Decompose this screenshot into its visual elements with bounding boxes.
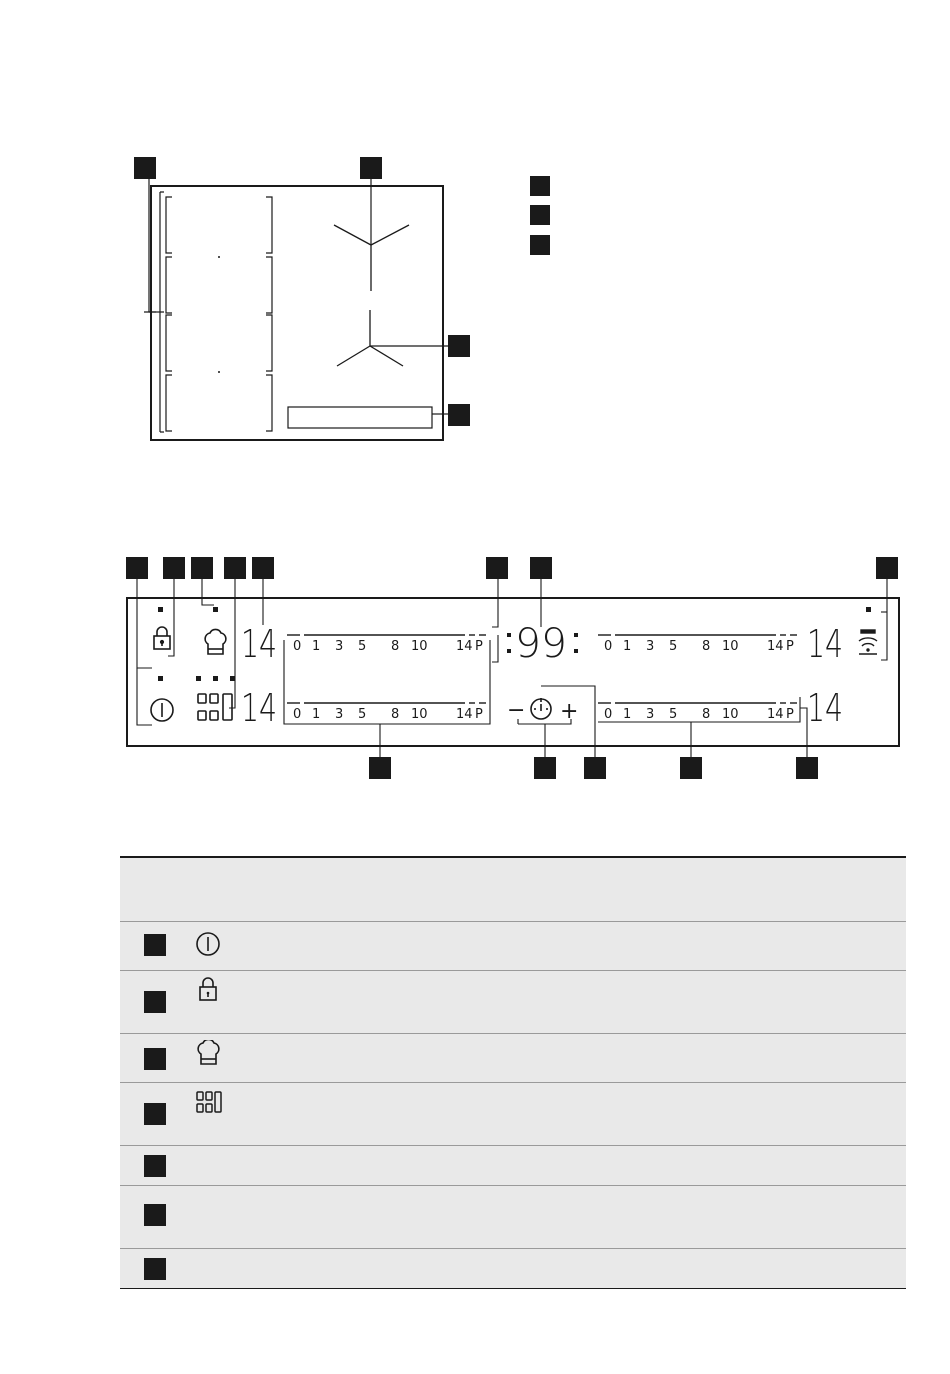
power-level-label: 8 [391, 639, 400, 654]
flexi-zones [166, 197, 272, 431]
power-level-label: 5 [358, 707, 367, 722]
marker-3 [448, 335, 470, 357]
power-level-label: 8 [391, 707, 400, 722]
chef-hat-icon[interactable] [205, 629, 226, 654]
zone-display-lower-right: 14 [807, 686, 843, 730]
power-level-label: 14 [456, 639, 473, 654]
row-marker [144, 1103, 166, 1125]
legend-marker-3 [530, 235, 550, 255]
control-panel-area [288, 407, 432, 428]
lock-icon[interactable] [154, 627, 170, 649]
timer-icon[interactable] [531, 698, 551, 719]
table-row [120, 971, 906, 1034]
power-level-label: 0 [604, 707, 613, 722]
row-marker [144, 991, 166, 1013]
zone-display-upper-right: 14 [807, 622, 843, 666]
power-level-label: 3 [646, 639, 655, 654]
table-row [120, 1034, 906, 1083]
power-level-label: P [786, 707, 794, 722]
legend-marker-2 [530, 205, 550, 225]
zone-display-upper-left: 14 [241, 622, 277, 666]
chef-hat-icon [194, 1040, 222, 1068]
power-level-label: 5 [669, 707, 678, 722]
power-level-label: P [786, 639, 794, 654]
timer-value: 99 [515, 621, 567, 667]
power-level-label: 10 [411, 707, 428, 722]
slider-lower-right[interactable] [598, 703, 797, 722]
slider-upper-right[interactable] [598, 635, 797, 654]
plus-button[interactable]: + [560, 699, 579, 724]
minus-button[interactable]: − [507, 698, 526, 723]
table-row [120, 1186, 906, 1249]
symbol-table [120, 856, 906, 1289]
power-icon[interactable] [151, 699, 173, 721]
cooking-zone-lower [337, 310, 403, 366]
power-level-label: 5 [358, 639, 367, 654]
control-panel [0, 560, 950, 780]
power-level-label: 1 [312, 707, 321, 722]
timer-display [507, 621, 578, 667]
hob-frame [151, 186, 443, 440]
power-level-label: 1 [623, 639, 632, 654]
legend-marker-1 [530, 176, 550, 196]
power-level-label: 0 [293, 707, 302, 722]
power-level-label: 0 [604, 639, 613, 654]
lock-icon [194, 977, 222, 1005]
power-level-label: 3 [335, 639, 344, 654]
marker-2 [360, 157, 382, 179]
table-row [120, 1146, 906, 1186]
power-level-label: 8 [702, 707, 711, 722]
table-header [120, 858, 906, 922]
zone-display-lower-left: 14 [241, 686, 277, 730]
power-level-label: 1 [623, 707, 632, 722]
power-level-label: 0 [293, 639, 302, 654]
power-icon [194, 930, 222, 958]
slider-upper-left[interactable] [287, 635, 486, 654]
row-marker [144, 1258, 166, 1280]
table-row [120, 1249, 906, 1289]
marker-4 [448, 404, 470, 426]
power-level-label: 3 [646, 707, 655, 722]
power-level-label: 14 [456, 707, 473, 722]
power-level-label: 10 [722, 707, 739, 722]
power-level-label: 14 [767, 639, 784, 654]
power-level-label: 8 [702, 639, 711, 654]
row-marker [144, 934, 166, 956]
power-level-label: 1 [312, 639, 321, 654]
power-level-label: P [475, 707, 483, 722]
power-level-label: 14 [767, 707, 784, 722]
hob-diagram [0, 0, 950, 460]
row-marker [144, 1204, 166, 1226]
row-marker [144, 1155, 166, 1177]
slider-lower-left[interactable] [287, 703, 486, 722]
power-level-label: 3 [335, 707, 344, 722]
bridge-icon [194, 1089, 222, 1117]
hob2hood-icon[interactable] [859, 630, 877, 654]
table-row [120, 922, 906, 971]
power-level-label: 5 [669, 639, 678, 654]
marker-1 [134, 157, 156, 179]
row-marker [144, 1048, 166, 1070]
bridge-icon[interactable] [198, 694, 232, 720]
power-level-label: P [475, 639, 483, 654]
power-level-label: 10 [411, 639, 428, 654]
power-level-label: 10 [722, 639, 739, 654]
table-row [120, 1083, 906, 1146]
